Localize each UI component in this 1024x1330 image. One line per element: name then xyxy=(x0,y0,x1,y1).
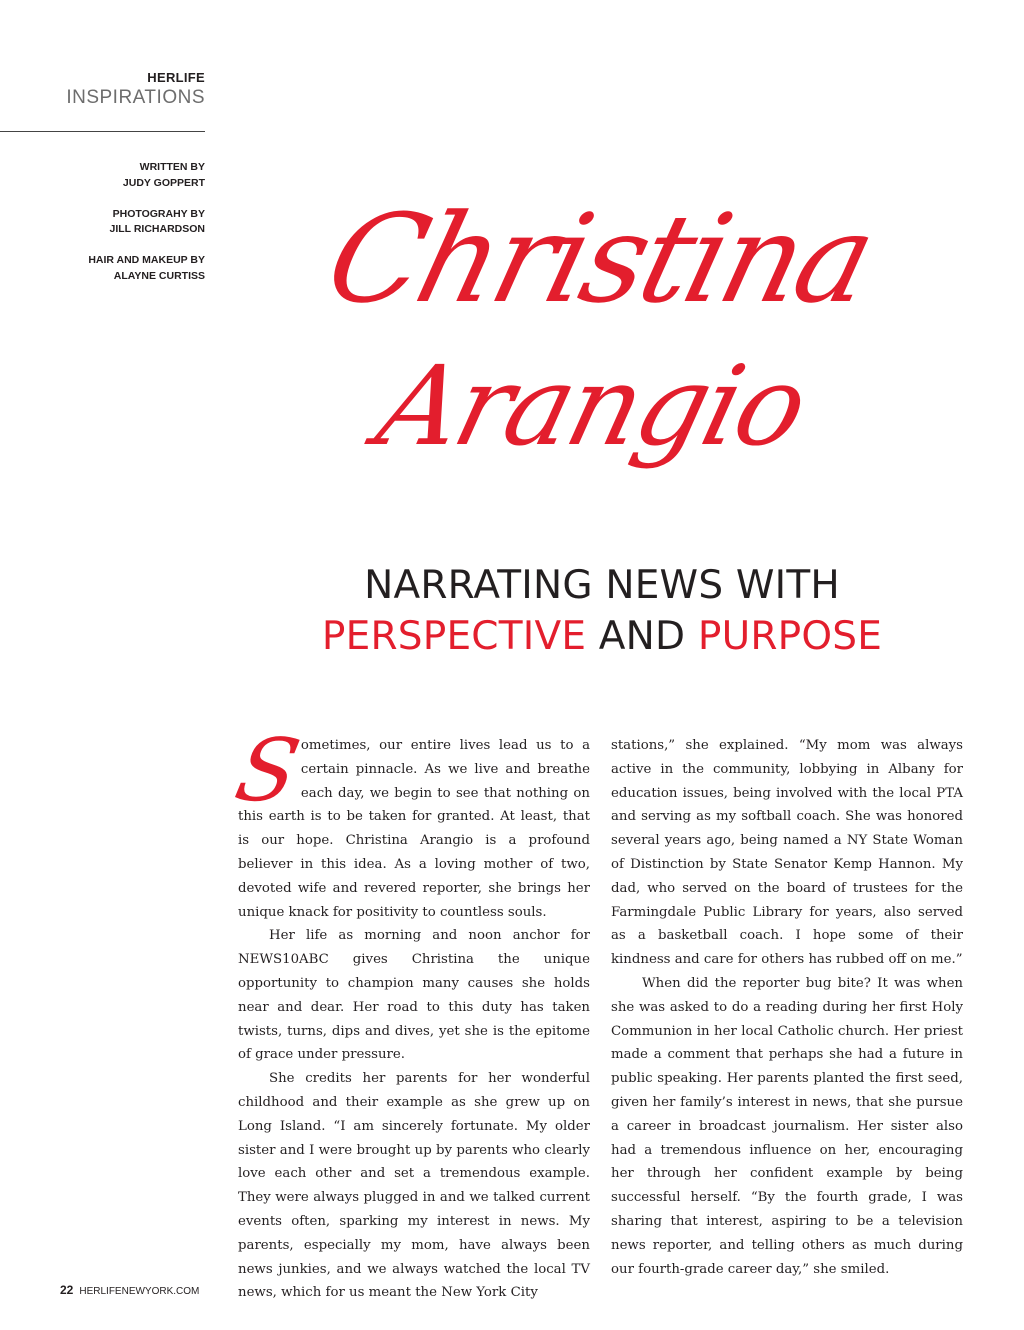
article-column-right xyxy=(611,734,963,1281)
subtitle-line-2 xyxy=(290,614,914,659)
section-kicker xyxy=(0,70,205,109)
credit-role: PHOTOGRAHY BY xyxy=(112,207,205,220)
footer-site: HERLIFENEWYORK.COM xyxy=(79,1286,200,1297)
section-divider xyxy=(0,131,205,132)
article-paragraph: When did the reporter bug bite? It was when she was asked to do a reading during her first Holy Communion in her local Catholic church. Her priest made a comment that perhaps she had a future in public speaking. Her parents planted the first seed, given her family’s interest in news, that she pursue a career in broadcast journalism. Her sister also had a tremendous influence on her, encouraging her through her confident example by being successful herself. “By the fourth grade, I was sharing that interest, aspiring to be a television news reporter, and telling others as much during our fourth-grade career day,” she smiled. xyxy=(611,975,963,1277)
credit-hair-makeup xyxy=(0,253,205,284)
subtitle-connector: AND xyxy=(586,614,698,659)
article-column-left xyxy=(227,721,590,1305)
credits xyxy=(0,160,205,300)
article-paragraph: Her life as morning and noon anchor for NEWS10ABC gives Christina the unique opportunity to champion many causes she holds near and dear. Her road to this duty has taken twists, turns, dips and dives, yet she is the epitome of grace under pressure. xyxy=(238,928,590,1063)
subtitle-line-1: NARRATING NEWS WITH xyxy=(364,563,840,608)
headline-last-name: Arangio xyxy=(366,342,818,470)
headline-first-name: Christina xyxy=(314,188,885,330)
subtitle-word-purpose: PURPOSE xyxy=(697,614,883,659)
article-paragraph: stations,” she explained. “My mom was always active in the community, lobbying in Albany for education issues, being involved with the local PTA and serving as my softball coach. She was honored several years ago, being named a NY State Woman of Distinction by State Senator Kemp Hannon. My dad, who served on the board of trustees for the Farmingdale Public Library for years, also served as a basketball coach. I hope some of their kindness and care for others has rubbed off on me.” xyxy=(611,738,963,968)
credit-role: HAIR AND MAKEUP BY xyxy=(88,254,205,266)
article-paragraph: She credits her parents for her wonderful childhood and their example as she grew up on Long Island. “I am sincerely fortunate. My older sister and I were brought up by parents who clearly love each other and set a tremendous example. They were always plugged in and we talked current events often, sparking my interest in news. My parents, especially my mom, have always been news junkies, and we always watched the local TV news, which for us meant the New York City xyxy=(238,1071,590,1301)
credit-name: JUDY GOPPERT xyxy=(122,176,205,189)
credit-name: ALAYNE CURTISS xyxy=(113,269,205,282)
section-title: HERLIFE xyxy=(147,70,205,85)
credit-name: JILL RICHARDSON xyxy=(109,223,205,235)
subtitle-word-perspective: PERSPECTIVE xyxy=(321,614,587,659)
drop-cap: S xyxy=(227,721,308,821)
credit-role: WRITTEN BY xyxy=(139,161,205,173)
credit-photographer xyxy=(0,207,205,238)
page-footer xyxy=(60,1283,199,1297)
paragraph-text: ometimes, our entire lives lead us to a certain pinnacle. As we live and breathe each day, we begin to see that nothing on this earth is to be taken for granted. At least, that is our hope. Christina Arangio is a profound believer in this idea. As a loving mother of two, devoted wife and revered reporter, she brings her unique knack for positivity to countless souls. xyxy=(238,738,590,920)
credit-writer xyxy=(0,160,205,191)
page-number: 22 xyxy=(60,1283,74,1297)
article-paragraph xyxy=(227,721,590,924)
section-subtitle: INSPIRATIONS xyxy=(66,87,205,108)
